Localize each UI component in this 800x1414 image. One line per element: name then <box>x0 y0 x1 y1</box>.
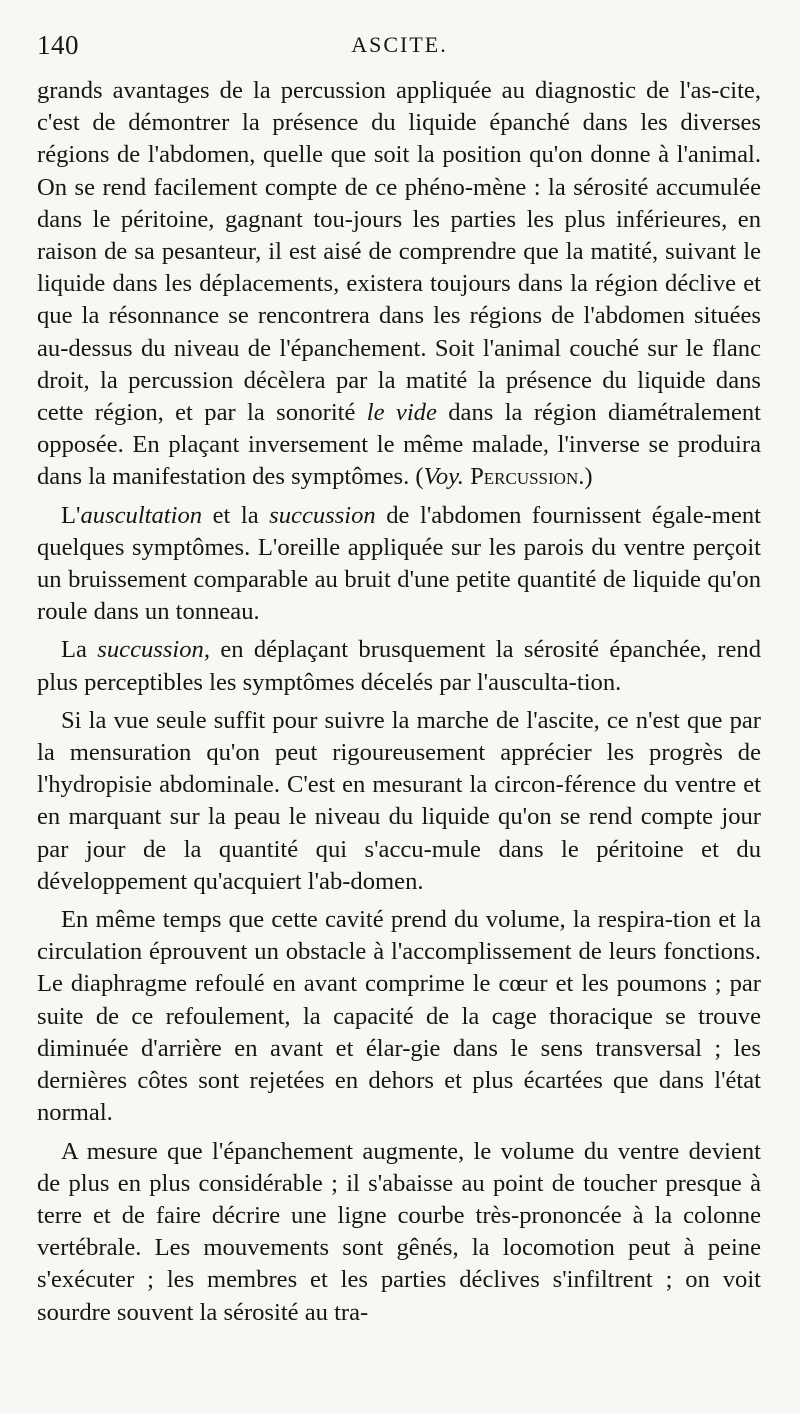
text-run: En même temps que cette cavité prend du volume, la respira-tion et la circulation éprouvent un obstacle à l'accomplissement de leurs fonctions. Le diaphragme refoulé en avant comprime le cœur et les poumons ; par suite de ce refoulement, la capacité de la cage thoracique se trouve diminuée d'arrière en avant et élar-gie dans le sens transversal ; les dernières côtes sont rejetées en dehors et plus écartées que dans l'état normal. <box>37 906 761 1127</box>
text-run: dans la région diamétralement opposée. En plaçant inversement le même malade, l'inverse se produira dans la manifestation des symptômes. ( <box>37 399 761 491</box>
running-head: ASCITE. <box>351 32 448 57</box>
text-run: de l'abdomen fournissent égale-ment quelques symptômes. L'oreille appliquée sur les parois du ventre perçoit un bruissement comparable au bruit d'une petite quantité de liquide qu'on roule dans un tonneau. <box>37 501 761 626</box>
page-number: 140 <box>37 30 79 60</box>
text-run: A mesure que l'épanchement augmente, le volume du ventre devient de plus en plus considérable ; il s'abaisse au point de toucher presque à terre et de faire décrire une ligne courbe très-prononcée à la colonne vertébrale. Les mouvements sont gênés, la locomotion peut à peine s'exécuter ; les membres et les parties déclives s'infiltrent ; on voit sourdre souvent la sérosité au tra- <box>37 1137 761 1326</box>
paragraph <box>37 904 761 1129</box>
italic-text: le vide <box>366 399 437 427</box>
italic-text: succussion, <box>97 636 210 664</box>
text-run: grands avantages de la percussion appliquée au diagnostic de l'as-cite, c'est de démontrer la présence du liquide épanché dans les diverses régions de l'abdomen, quelle que soit la position qu'on donne à l'animal. On se rend facilement compte de ce phéno-mène : la sérosité accumulée dans le péritoine, gagnant tou-jours les parties les plus inférieures, en raison de sa pesanteur, il est aisé de comprendre que la matité, suivant le liquide dans les déplacements, existera toujours dans la région déclive et que la résonnance se rencontrera dans les régions de l'abdomen situées au-dessus du niveau de l'épanchement. Soit l'animal couché sur le flanc droit, la percussion décèlera par la matité la présence du liquide dans cette région, et par la sonorité <box>37 77 761 427</box>
paragraph <box>37 75 761 494</box>
text-run: en déplaçant brusquement la sérosité épanchée, rend plus perceptibles les symptômes décelés par l'ausculta-tion. <box>37 636 761 696</box>
italic-text: succussion <box>269 501 376 529</box>
text-run: ) <box>584 463 593 491</box>
paragraph <box>37 500 761 629</box>
small-caps-text: Percussion. <box>470 463 585 491</box>
italic-text: Voy. <box>423 463 464 491</box>
text-run: Si la vue seule suffit pour suivre la marche de l'ascite, ce n'est que par la mensuration qu'on peut rigoureusement apprécier les progrès de l'hydropisie abdominale. C'est en mesurant la circon-férence du ventre et en marquant sur la peau le niveau du liquide qu'on se rend compte jour par jour de la quantité qui s'accu-mule dans le péritoine et du développement qu'acquiert l'ab-domen. <box>37 706 761 895</box>
text-run: La <box>61 636 98 664</box>
text-run: L' <box>61 501 81 529</box>
paragraph <box>37 634 761 698</box>
page-header <box>37 30 762 70</box>
italic-text: auscultation <box>80 501 203 529</box>
paragraph <box>37 705 761 898</box>
text-run: et la <box>202 501 270 529</box>
paragraph <box>37 1136 761 1329</box>
body-text <box>37 75 761 1329</box>
